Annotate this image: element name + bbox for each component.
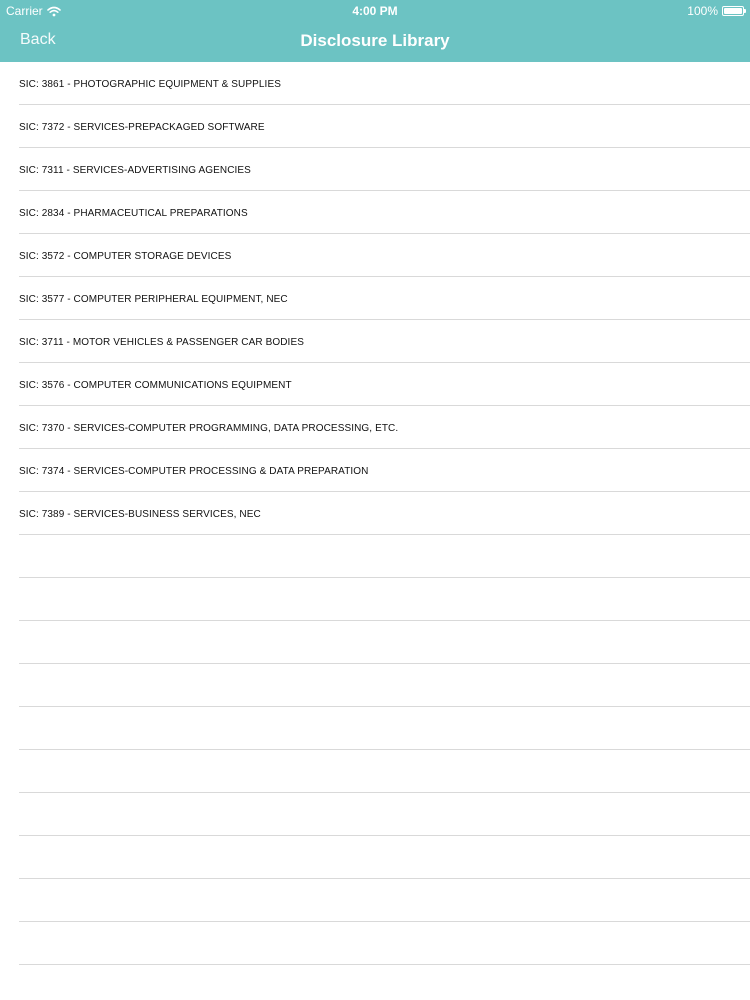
- empty-row: [19, 922, 750, 965]
- list-item[interactable]: [19, 406, 750, 449]
- disclosure-list[interactable]: [0, 62, 750, 1000]
- empty-row: [19, 578, 750, 621]
- list-item[interactable]: [19, 191, 750, 234]
- empty-row: [19, 793, 750, 836]
- list-item[interactable]: [19, 105, 750, 148]
- battery-icon: [722, 6, 744, 16]
- status-bar: [0, 0, 750, 22]
- list-item-label: SIC: 7370 - SERVICES-COMPUTER PROGRAMMING, DATA PROCESSING, ETC.: [19, 423, 399, 434]
- top-bar: [0, 0, 750, 62]
- page-title: Disclosure Library: [300, 31, 450, 50]
- empty-row: [19, 836, 750, 879]
- list-item[interactable]: [19, 492, 750, 535]
- list-item-label: SIC: 7389 - SERVICES-BUSINESS SERVICES, NEC: [19, 509, 261, 520]
- battery-percent: 100%: [687, 4, 718, 18]
- carrier-label: Carrier: [6, 4, 43, 18]
- empty-row: [19, 750, 750, 793]
- list-item-label: SIC: 3711 - MOTOR VEHICLES & PASSENGER CAR BODIES: [19, 337, 304, 348]
- list-item-label: SIC: 7374 - SERVICES-COMPUTER PROCESSING & DATA PREPARATION: [19, 466, 369, 477]
- empty-row: [19, 879, 750, 922]
- list-item[interactable]: [19, 234, 750, 277]
- status-right: [687, 4, 744, 18]
- list-item-label: SIC: 3577 - COMPUTER PERIPHERAL EQUIPMENT, NEC: [19, 294, 288, 305]
- empty-row: [19, 707, 750, 750]
- empty-row: [19, 965, 750, 1000]
- list-item[interactable]: [19, 277, 750, 320]
- list-item[interactable]: [19, 449, 750, 492]
- list-item-label: SIC: 2834 - PHARMACEUTICAL PREPARATIONS: [19, 208, 248, 219]
- list-item[interactable]: [19, 363, 750, 406]
- list-item-label: SIC: 7372 - SERVICES-PREPACKAGED SOFTWARE: [19, 122, 265, 133]
- list-item-label: SIC: 7311 - SERVICES-ADVERTISING AGENCIES: [19, 165, 251, 176]
- status-time: 4:00 PM: [352, 4, 398, 18]
- list-item[interactable]: [19, 148, 750, 191]
- list-item[interactable]: [19, 62, 750, 105]
- list-item-label: SIC: 3861 - PHOTOGRAPHIC EQUIPMENT & SUPPLIES: [19, 79, 281, 90]
- empty-row: [19, 621, 750, 664]
- navigation-bar: [0, 22, 750, 62]
- empty-row: [19, 664, 750, 707]
- list-item-label: SIC: 3572 - COMPUTER STORAGE DEVICES: [19, 251, 232, 262]
- list-item[interactable]: [19, 320, 750, 363]
- back-button[interactable]: Back: [20, 31, 56, 48]
- list-item-label: SIC: 3576 - COMPUTER COMMUNICATIONS EQUIPMENT: [19, 380, 292, 391]
- empty-row: [19, 535, 750, 578]
